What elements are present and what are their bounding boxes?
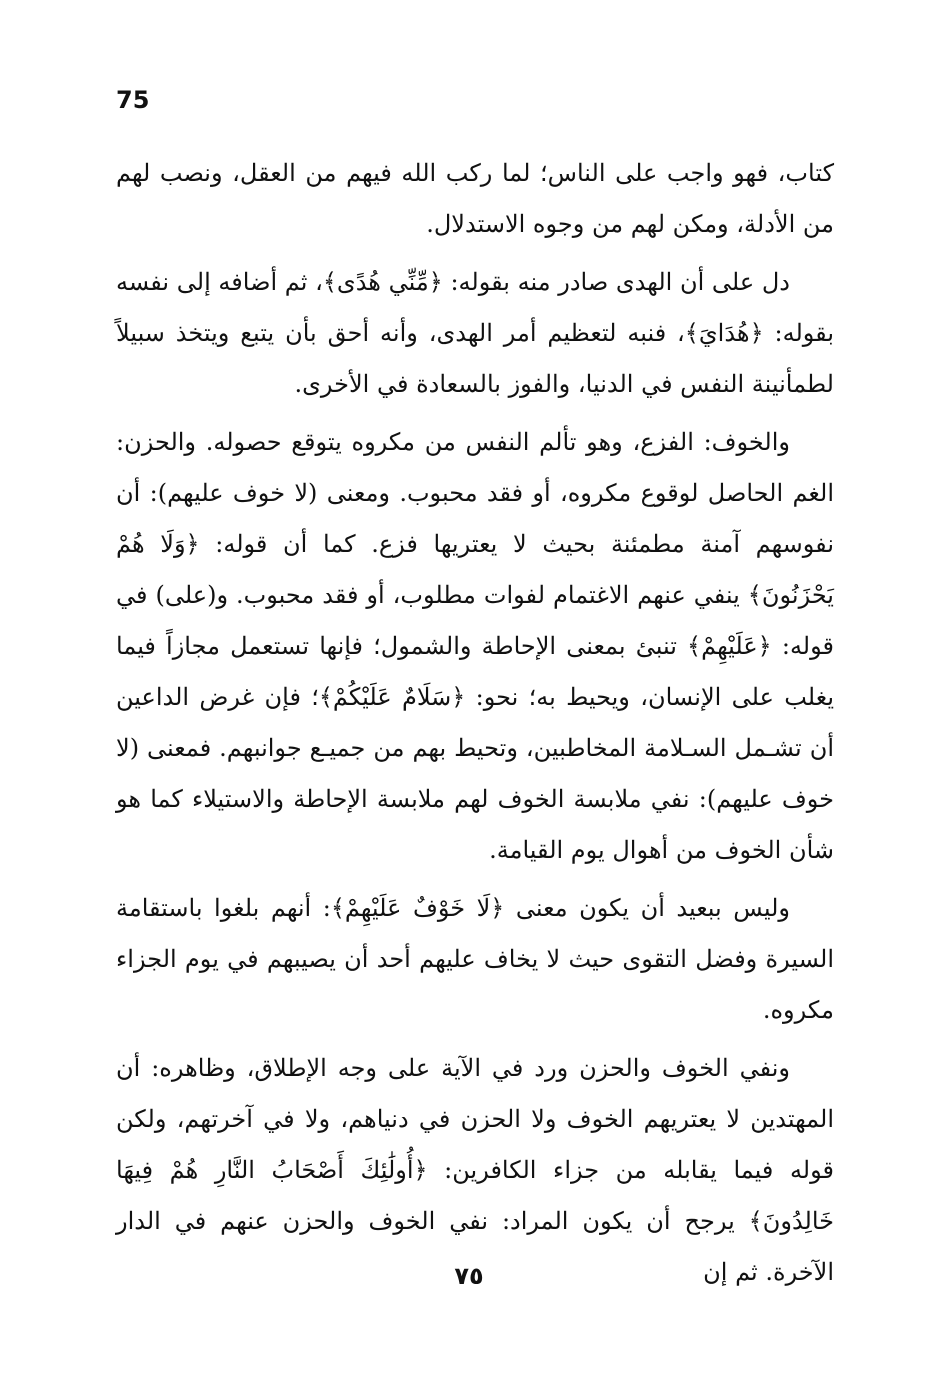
paragraph-2: دل على أن الهدى صادر منه بقوله: ﴿مِّنِّي هُدًى﴾، ثم أضافه إلى نفسه بقوله: ﴿هُدَايَ﴾، فنبه لتعظيم أمر الهدى، وأنه أحق بأن يتبع ويتخذ سبيلاً لطمأنينة النفس في الدنيا، والفوز بالسعادة في الأخرى.	[116, 268, 834, 398]
page-number-bottom: ٧٥	[454, 1262, 484, 1290]
text-body	[116, 148, 834, 1305]
page-number-top: 75	[116, 86, 150, 114]
paragraph-3: والخوف: الفزع، وهو تألم النفس من مكروه يتوقع حصوله. والحزن: الغم الحاصل لوقوع مكروه، أو فقد محبوب. ومعنى (لا خوف عليهم): أن نفوسهم آمنة مطمئنة بحيث لا يعتريها فزع. كما أن قوله: ﴿وَلَا هُمْ يَحْزَنُونَ﴾ ينفي عنهم الاغتمام لفوات مطلوب، أو فقد محبوب. و(على) في قوله: ﴿عَلَيْهِمْ﴾ تنبئ بمعنى الإحاطة والشمول؛ فإنها تستعمل مجازاً فيما يغلب على الإنسان، ويحيط به؛ نحو: ﴿سَلَامٌ عَلَيْكُمْ﴾؛ فإن غرض الداعين أن تشـمل السـلامة المخاطبين، وتحيط بهم من جميـع جوانبهم. فمعنى (لا خوف عليهم): نفي ملابسة الخوف لهم ملابسة الإحاطة والاستيلاء كما هو شأن الخوف من أهوال يوم القيامة.	[116, 428, 834, 864]
paragraph-4: وليس ببعيد أن يكون معنى ﴿لَا خَوْفٌ عَلَيْهِمْ﴾: أنهم بلغوا باستقامة السيرة وفضل التقوى حيث لا يخاف عليهم أحد أن يصيبهم في يوم الجزاء مكروه.	[116, 894, 834, 1024]
paragraph-5: ونفي الخوف والحزن ورد في الآية على وجه الإطلاق، وظاهره: أن المهتدين لا يعتريهم الخوف ولا الحزن في دنياهم، ولا في آخرتهم، ولكن قوله فيما يقابله من جزاء الكافرين: ﴿أُولَٰئِكَ أَصْحَابُ النَّارِ هُمْ فِيهَا خَالِدُونَ﴾ يرجح أن يكون المراد: نفي الخوف والحزن عنهم في الدار الآخرة. ثم إن	[116, 1054, 834, 1286]
paragraph-1: كتاب، فهو واجب على الناس؛ لما ركب الله فيهم من العقل، ونصب لهم من الأدلة، ومكن لهم من وجوه الاستدلال.	[116, 159, 834, 238]
